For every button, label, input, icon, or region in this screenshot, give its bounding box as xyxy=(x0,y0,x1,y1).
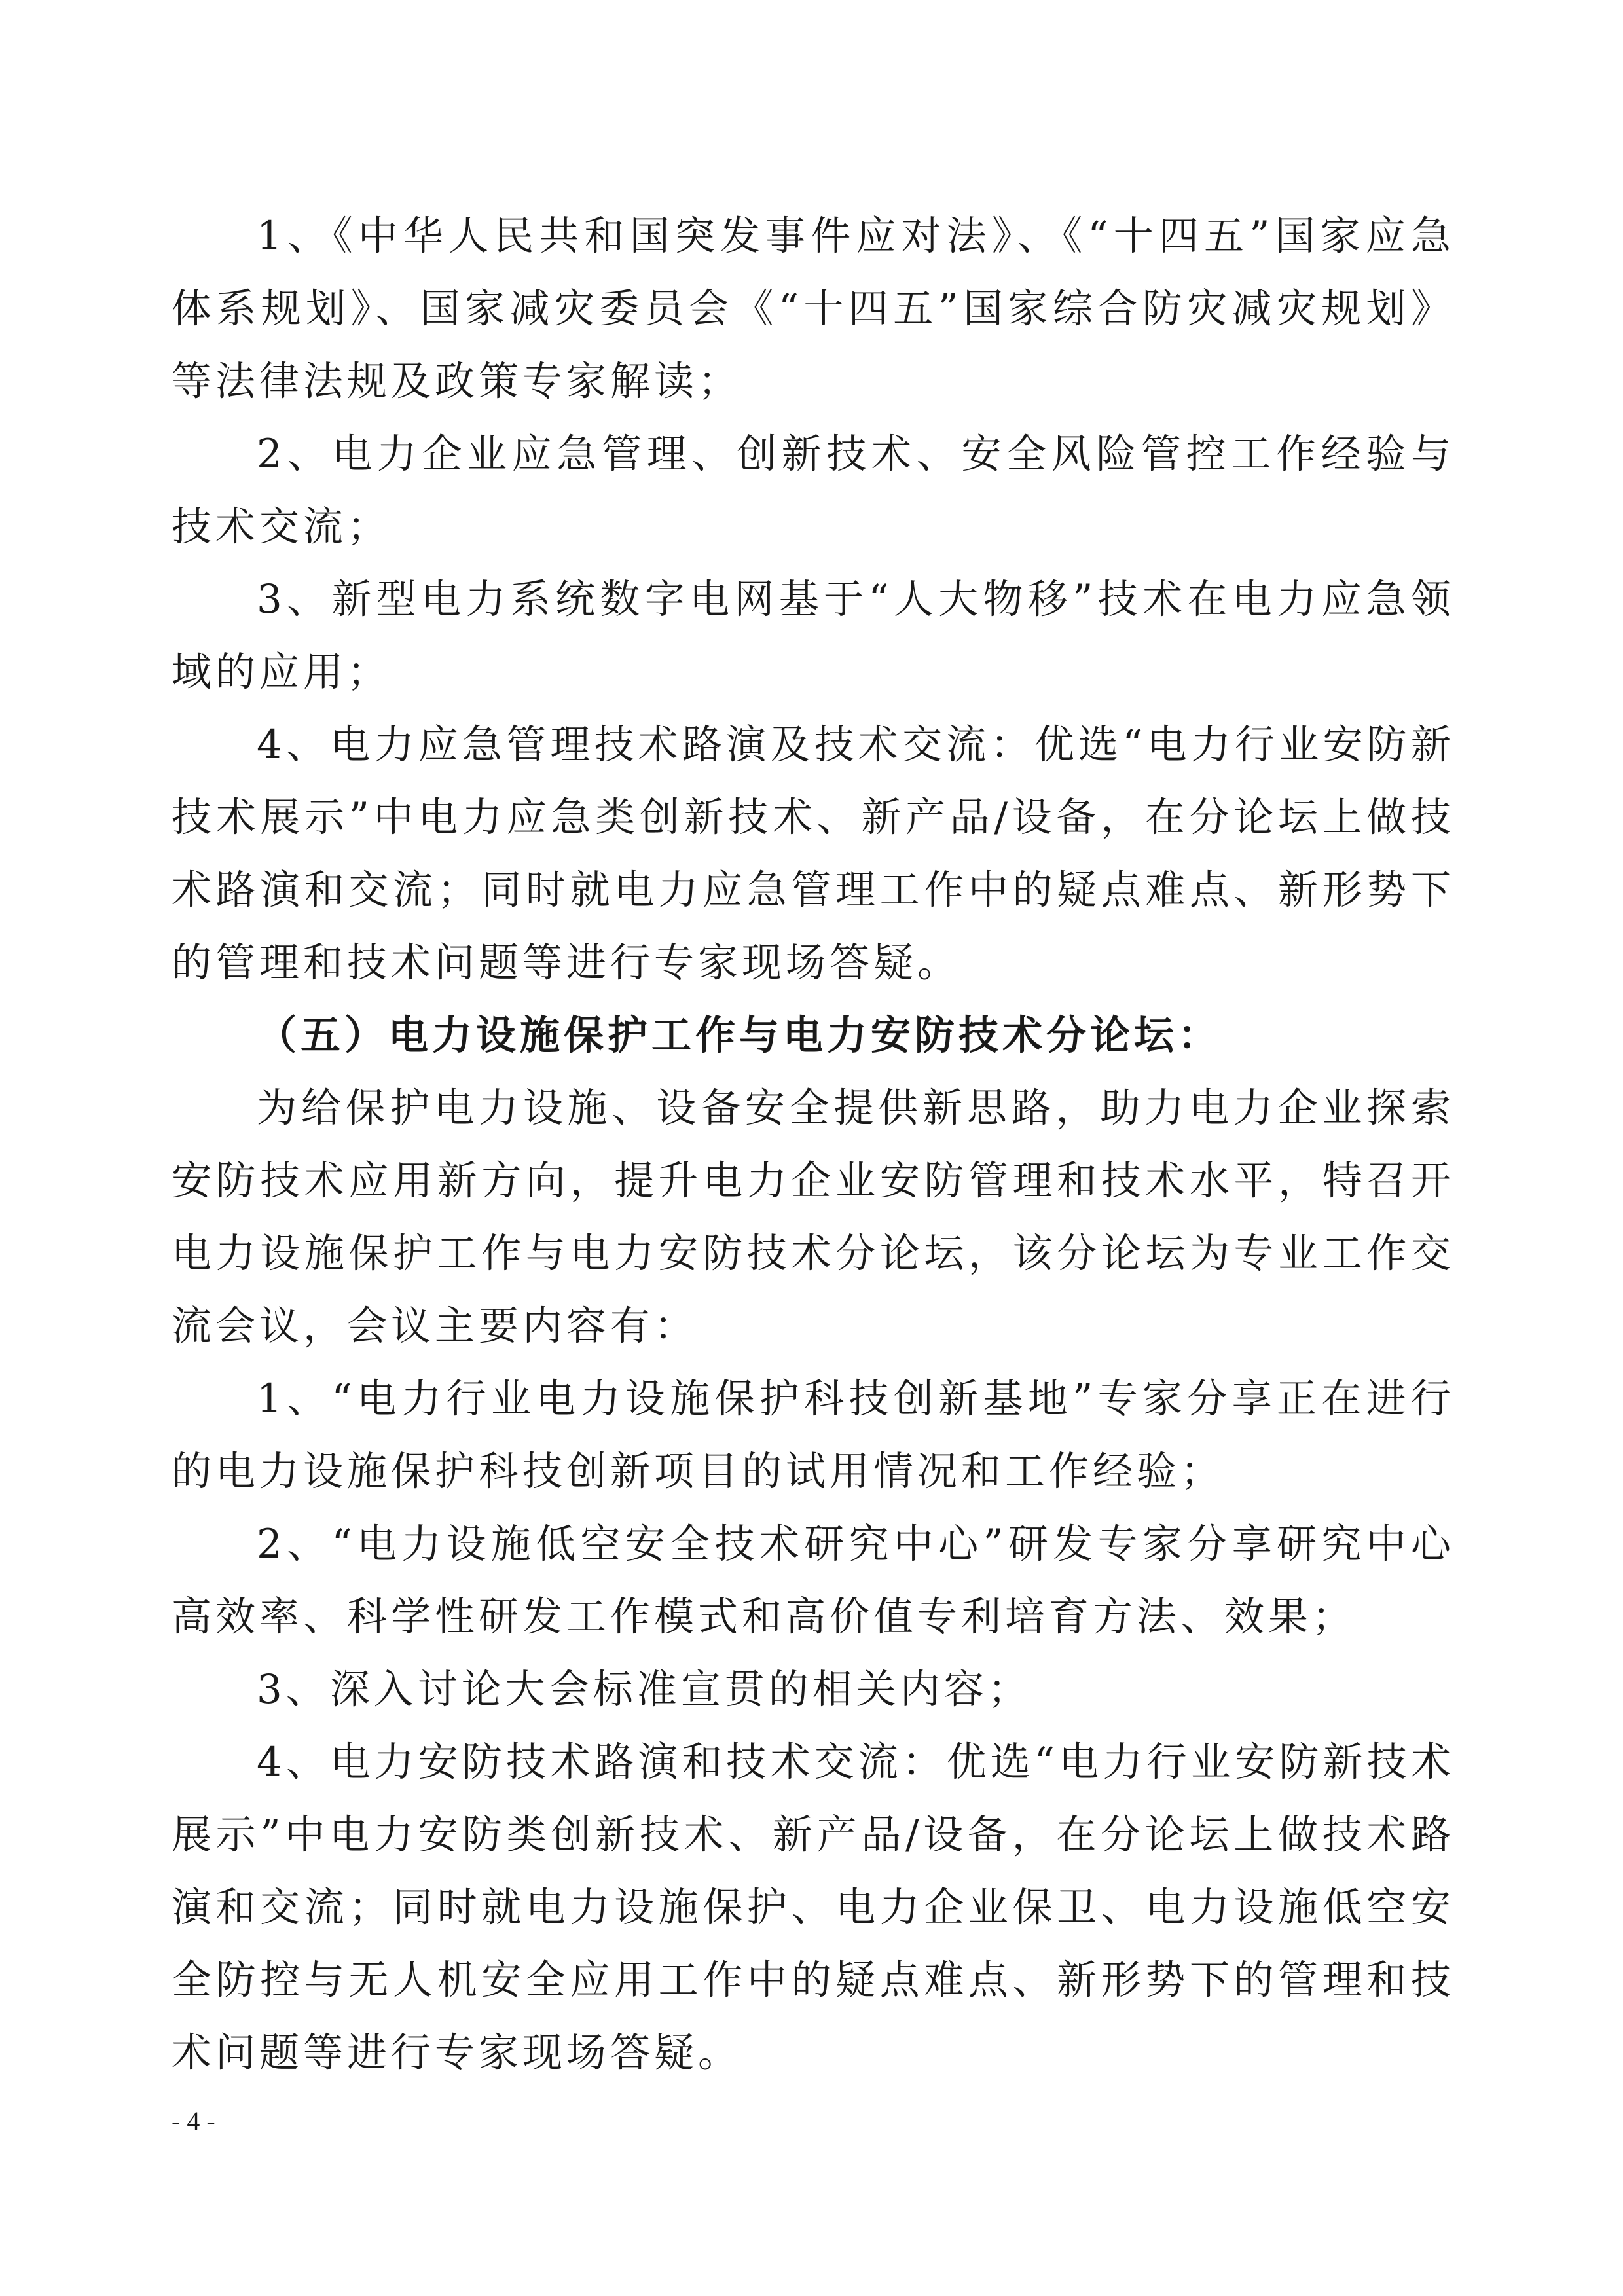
section-item-2: 2、“电力设施低空安全技术研究中心”研发专家分享研究中心高效率、科学性研发工作模式和高价值专利培育方法、效果； xyxy=(172,1521,1455,1640)
paragraph-item-4: 4、电力应急管理技术路演及技术交流：优选“电力行业安防新技术展示”中电力应急类创新技术、新产品/设备，在分论坛上做技术路演和交流；同时就电力应急管理工作中的疑点难点、新形势下的管理和技术问题等进行专家现场答疑。 xyxy=(172,721,1455,986)
section-item-3: 3、深入讨论大会标准宣贯的相关内容； xyxy=(257,1666,1032,1713)
paragraph-item-3: 3、新型电力系统数字电网基于“人大物移”技术在电力应急领域的应用； xyxy=(172,576,1455,695)
page-number: - 4 - xyxy=(172,2106,215,2136)
paragraph-item-2: 2、电力企业应急管理、创新技术、安全风险管控工作经验与技术交流； xyxy=(172,431,1455,550)
document-body xyxy=(172,200,1455,2089)
section-item-4: 4、电力安防技术路演和技术交流：优选“电力行业安防新技术展示”中电力安防类创新技术、新产品/设备，在分论坛上做技术路演和交流；同时就电力设施保护、电力企业保卫、电力设施低空安全防控与无人机安全应用工作中的疑点难点、新形势下的管理和技术问题等进行专家现场答疑。 xyxy=(172,1739,1455,2076)
paragraph-item-1: 1、《中华人民共和国突发事件应对法》、《“十四五”国家应急体系规划》、国家减灾委员会《“十四五”国家综合防灾减灾规划》等法律法规及政策专家解读； xyxy=(172,213,1455,405)
section-intro-paragraph: 为给保护电力设施、设备安全提供新思路，助力电力企业探索安防技术应用新方向，提升电力企业安防管理和技术水平，特召开电力设施保护工作与电力安防技术分论坛，该分论坛为专业工作交流会议，会议主要内容有： xyxy=(172,1085,1455,1349)
section-heading: （五）电力设施保护工作与电力安防技术分论坛： xyxy=(257,1012,1222,1059)
section-item-1: 1、“电力行业电力设施保护科技创新基地”专家分享正在进行的电力设施保护科技创新项目的试用情况和工作经验； xyxy=(172,1376,1455,1495)
